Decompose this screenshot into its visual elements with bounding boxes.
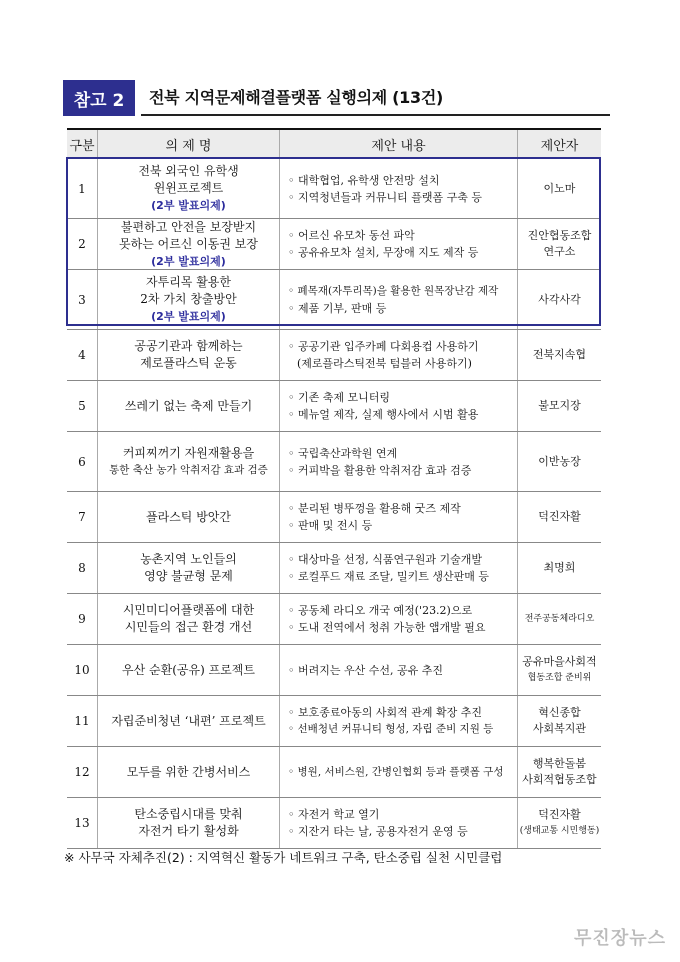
proposal-content [279, 645, 517, 695]
proposal-item: ◦ 보호종료아동의 사회적 관계 확장 추진 [288, 704, 493, 721]
agenda-name-line: 2차 가치 창출방안 [140, 292, 237, 306]
proposer-line: 연구소 [543, 245, 576, 258]
table-row [67, 432, 601, 492]
proposal-item: ◦ 판매 및 전시 등 [288, 517, 461, 534]
proposal-item: ◦ 메뉴얼 제작, 실제 행사에서 시범 활용 [288, 406, 478, 423]
proposal-item: ◦ 제품 기부, 판매 등 [288, 300, 498, 317]
agenda-name-line: 시민들의 접근 환경 개선 [124, 620, 253, 634]
agenda-name [97, 330, 279, 380]
proposal-item: (제로플라스틱전북 텀블러 사용하기) [297, 357, 472, 370]
agenda-name [97, 270, 279, 329]
proposer-line: 전주공동체라디오 [524, 614, 595, 624]
proposal-item: ◦ 폐목재(자투리목)을 활용한 원목장난감 제작 [288, 283, 498, 300]
table-row [67, 747, 601, 798]
proposal-item: ◦ 선배청년 커뮤니티 형성, 자립 준비 지원 등 [288, 721, 493, 738]
row-number: 12 [74, 765, 90, 779]
proposer [517, 432, 601, 491]
row-number: 10 [74, 663, 90, 677]
proposal-content [279, 747, 517, 797]
table-row [67, 594, 601, 645]
agenda-name-line: 전북 외국인 유학생 [138, 164, 239, 178]
column-header-proposer: 제안자 [517, 130, 601, 158]
row-number: 9 [78, 612, 86, 626]
agenda-name-line: 자전거 타기 활성화 [138, 824, 239, 838]
presentation-tag: (2부 발표의제) [151, 310, 226, 323]
table-row [67, 219, 601, 270]
row-number: 6 [78, 454, 86, 469]
agenda-name-line: 플라스틱 방앗간 [146, 509, 231, 524]
proposal-content [279, 543, 517, 593]
column-header-agenda: 의 제 명 [97, 130, 279, 158]
proposer-line: 덕진자활 [538, 808, 581, 821]
agenda-name-line: 시민미디어플랫폼에 대한 [122, 603, 255, 617]
proposer [517, 747, 601, 797]
proposer-line: 이노마 [543, 181, 576, 195]
row-number: 8 [78, 561, 86, 575]
agenda-name-line: 쓰레기 없는 축제 만들기 [124, 398, 253, 413]
table-row [67, 381, 601, 432]
agenda-name-line: 자립준비청년 ‘내편’ 프로젝트 [111, 713, 266, 728]
table-row [67, 492, 601, 543]
proposal-item: ◦ 커피박을 활용한 악취저감 효과 검증 [288, 462, 471, 479]
agenda-name-line: 모두를 위한 간병서비스 [126, 764, 251, 779]
section-header [63, 80, 610, 116]
title-underline [141, 114, 610, 116]
proposer-line: 최명희 [543, 561, 576, 574]
table-header [67, 128, 601, 159]
agenda-name-line: 탄소중립시대를 맞춰 [134, 807, 243, 821]
agenda-name-line: 농촌지역 노인들의 [140, 552, 237, 566]
proposer-line: 협동조합 준비위 [527, 673, 592, 683]
proposer [517, 543, 601, 593]
proposer [517, 381, 601, 431]
proposer [517, 270, 601, 329]
proposer [517, 219, 601, 269]
row-number: 7 [78, 510, 86, 524]
proposer-line: 불모지장 [538, 399, 581, 412]
proposer-line: 행복한돌봄 [532, 757, 587, 770]
row-number: 3 [78, 292, 86, 307]
agenda-name [97, 492, 279, 542]
proposal-content [279, 432, 517, 491]
table-row [67, 330, 601, 381]
agenda-name [97, 219, 279, 269]
proposer-line: 덕진자활 [538, 510, 581, 523]
agenda-name [97, 798, 279, 848]
proposal-content [279, 330, 517, 380]
row-number: 5 [78, 399, 86, 413]
proposer-line: 공유마을사회적 [522, 655, 597, 668]
reference-badge: 참고 2 [63, 80, 135, 116]
proposal-content [279, 159, 517, 218]
table-row [67, 543, 601, 594]
agenda-name-line: 자투리목 활용한 [146, 275, 231, 289]
proposer [517, 159, 601, 218]
table-row [67, 798, 601, 849]
proposal-content [279, 798, 517, 848]
agenda-name [97, 747, 279, 797]
agenda-name [97, 645, 279, 695]
agenda-name-line: 영양 불균형 문제 [144, 569, 233, 583]
agenda-name-line: 불편하고 안전을 보장받지 [120, 219, 257, 234]
proposer [517, 798, 601, 848]
agenda-name [97, 432, 279, 491]
row-number: 2 [78, 237, 86, 251]
proposer-line: 전북지속협 [532, 348, 587, 361]
proposer-line: 이반농장 [538, 454, 581, 468]
proposal-item: ◦ 공동체 라디오 개국 예정('23.2)으로 [288, 602, 486, 619]
proposal-item: ◦ 자전거 학교 열기 [288, 806, 468, 823]
agenda-name [97, 696, 279, 746]
agenda-name [97, 381, 279, 431]
proposal-item: ◦ 기존 축제 모니터링 [288, 389, 478, 406]
agenda-name [97, 543, 279, 593]
proposal-item: ◦ 어르신 유모차 동선 파악 [288, 227, 478, 244]
agenda-name-line: 통한 축산 농가 악취저감 효과 검증 [109, 463, 268, 476]
proposal-content [279, 270, 517, 329]
proposal-content [279, 492, 517, 542]
presentation-tag: (2부 발표의제) [151, 199, 226, 212]
proposer [517, 330, 601, 380]
proposal-content [279, 696, 517, 746]
agenda-name-line: 공공기관과 함께하는 [134, 339, 243, 353]
agenda-name-line: 윈윈프로젝트 [153, 181, 224, 195]
proposal-item: ◦ 지잔거 타는 날, 공용자전거 운영 등 [288, 823, 468, 840]
proposal-item: ◦ 국립축산과학원 연계 [288, 445, 471, 462]
proposer [517, 594, 601, 644]
agenda-table [67, 128, 601, 849]
footnote: ※ 사무국 자체추진(2) : 지역혁신 활동가 네트워크 구축, 탄소중립 실천 시민클럽 [64, 850, 503, 865]
proposal-item: ◦ 버려지는 우산 수선, 공유 추진 [288, 662, 443, 679]
presentation-tag: (2부 발표의제) [151, 254, 226, 268]
proposer-line: 혁신종합 [538, 706, 581, 719]
proposal-item: ◦ 공공기관 입주카페 다회용컵 사용하기 [288, 338, 479, 355]
proposer [517, 492, 601, 542]
proposal-item: ◦ 병원, 서비스원, 간병인협회 등과 플랫폼 구성 [288, 764, 503, 781]
proposal-item: ◦ 대상마을 선정, 식품연구원과 기술개발 [288, 551, 489, 568]
agenda-name-line: 커피찌꺼기 자원재활용을 [122, 445, 255, 460]
table-row [67, 270, 601, 330]
proposer [517, 696, 601, 746]
proposal-item: ◦ 도내 전역에서 청취 가능한 앱개발 필요 [288, 619, 486, 636]
proposer-line: 사회복지관 [532, 722, 587, 735]
proposer-line: 사각사각 [538, 292, 581, 306]
agenda-name-line: 우산 순환(공유) 프로젝트 [122, 662, 255, 677]
agenda-name [97, 594, 279, 644]
page-title: 전북 지역문제해결플랫폼 실행의제 (13건) [149, 88, 443, 107]
proposal-item: ◦ 대학협업, 유학생 안전망 설치 [288, 172, 482, 189]
table-row [67, 645, 601, 696]
proposal-content [279, 219, 517, 269]
proposer-line: 사회적협동조합 [522, 773, 597, 786]
watermark-logo: 무진장뉴스 [574, 928, 666, 949]
proposal-content [279, 381, 517, 431]
proposal-item: ◦ 로컬푸드 재료 조달, 밀키트 생산판매 등 [288, 568, 489, 585]
agenda-name-line: 못하는 어르신 이동권 보장 [119, 236, 258, 251]
proposal-item: ◦ 공유유모차 설치, 무장애 지도 제작 등 [288, 244, 478, 261]
proposal-item: ◦ 지역청년들과 커뮤니티 플랫폼 구축 등 [288, 189, 482, 206]
proposal-content [279, 594, 517, 644]
agenda-name [97, 159, 279, 218]
table-row [67, 696, 601, 747]
row-number: 13 [74, 816, 90, 830]
proposer-line: (생태교통 시민행동) [519, 826, 600, 836]
table-row [67, 159, 601, 219]
proposer-line: 진안협동조합 [527, 229, 592, 242]
row-number: 11 [74, 714, 90, 728]
column-header-content: 제안 내용 [279, 130, 517, 158]
column-header-category: 구분 [69, 138, 95, 154]
proposal-item: ◦ 분리된 병뚜껑을 활용해 굿즈 제작 [288, 500, 461, 517]
row-number: 1 [78, 181, 86, 196]
proposer [517, 645, 601, 695]
row-number: 4 [78, 348, 86, 362]
agenda-name-line: 제로플라스틱 운동 [140, 356, 237, 370]
